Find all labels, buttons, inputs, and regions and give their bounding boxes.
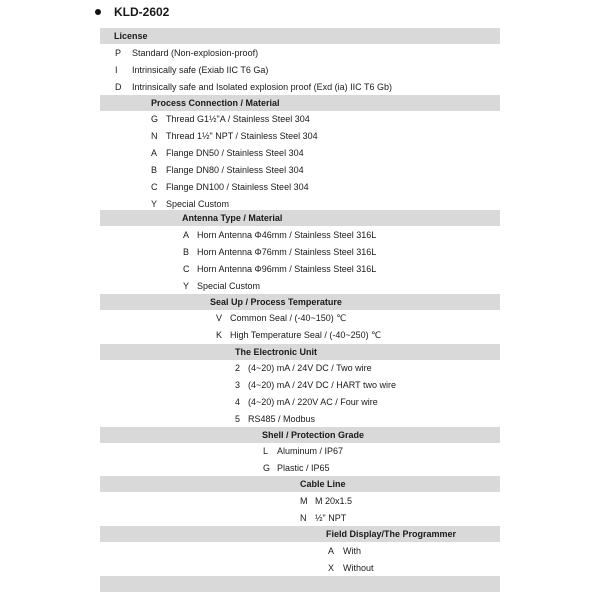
- option-row: [151, 111, 310, 127]
- section-header: Seal Up / Process Temperature: [100, 294, 500, 310]
- option-code: A: [328, 546, 335, 556]
- option-row: [115, 62, 268, 78]
- option-code: M: [300, 496, 308, 506]
- option-row: [328, 543, 361, 559]
- option-code: 3: [235, 380, 241, 390]
- option-row: [300, 510, 346, 526]
- option-row: [151, 179, 309, 195]
- option-code: Y: [151, 199, 158, 209]
- option-description: ½" NPT: [315, 513, 347, 523]
- option-description: Intrinsically safe (Exiab IIC T6 Ga): [132, 65, 269, 75]
- option-description: (4~20) mA / 24V DC / Two wire: [248, 363, 372, 373]
- option-row: [183, 244, 376, 260]
- option-row: [183, 261, 376, 277]
- option-description: Plastic / IP65: [277, 463, 330, 473]
- option-code: C: [183, 264, 190, 274]
- option-code: G: [263, 463, 271, 473]
- option-code: A: [183, 230, 190, 240]
- option-description: Aluminum / IP67: [277, 446, 344, 456]
- option-description: Common Seal / (-40~150) ℃: [230, 313, 347, 323]
- page-title: KLD-2602: [114, 5, 170, 19]
- section-header: License: [100, 28, 500, 44]
- option-description: Flange DN100 / Stainless Steel 304: [166, 182, 309, 192]
- option-row: [151, 145, 304, 161]
- option-code: L: [263, 446, 269, 456]
- option-description: Special Custom: [197, 281, 261, 291]
- option-code: N: [151, 131, 158, 141]
- option-row: [115, 45, 258, 61]
- option-row: [235, 411, 315, 427]
- option-row: [300, 493, 352, 509]
- option-code: 5: [235, 414, 241, 424]
- option-code: B: [151, 165, 158, 175]
- option-description: Intrinsically safe and Isolated explosion proof (Exd (ia) IIC T6 Gb): [132, 82, 392, 92]
- option-row: [235, 377, 396, 393]
- option-row: [328, 560, 374, 576]
- option-row: [216, 310, 346, 326]
- section-header: The Electronic Unit: [100, 344, 500, 360]
- option-description: (4~20) mA / 220V AC / Four wire: [248, 397, 378, 407]
- option-description: Horn Antenna Φ76mm / Stainless Steel 316L: [197, 247, 377, 257]
- option-description: Thread 1½" NPT / Stainless Steel 304: [166, 131, 318, 141]
- option-row: [263, 460, 330, 476]
- option-code: K: [216, 330, 223, 340]
- option-description: Horn Antenna Φ46mm / Stainless Steel 316L: [197, 230, 377, 240]
- option-description: Horn Antenna Φ96mm / Stainless Steel 316L: [197, 264, 377, 274]
- option-description: Standard (Non-explosion-proof): [132, 48, 259, 58]
- option-code: D: [115, 82, 122, 92]
- option-row: [216, 327, 381, 343]
- option-code: G: [151, 114, 159, 124]
- bullet-icon: [95, 9, 101, 15]
- option-row: [151, 128, 318, 144]
- option-row: [151, 162, 304, 178]
- option-description: Without: [343, 563, 374, 573]
- option-code: I: [115, 65, 118, 75]
- option-description: RS485 / Modbus: [248, 414, 316, 424]
- option-description: Special Custom: [166, 199, 230, 209]
- option-row: [183, 227, 376, 243]
- section-header: Antenna Type / Material: [100, 210, 500, 226]
- option-row: [235, 360, 372, 376]
- section-header: Process Connection / Material: [100, 95, 500, 111]
- section-header: Cable Line: [100, 476, 500, 492]
- option-code: 2: [235, 363, 241, 373]
- option-code: Y: [183, 281, 190, 291]
- option-description: (4~20) mA / 24V DC / HART two wire: [248, 380, 396, 390]
- option-code: B: [183, 247, 190, 257]
- option-code: X: [328, 563, 335, 573]
- option-row: [235, 394, 378, 410]
- option-description: M 20x1.5: [315, 496, 353, 506]
- page-title-row: [95, 4, 169, 20]
- option-row: [115, 79, 392, 95]
- option-code: P: [115, 48, 122, 58]
- option-row: [183, 278, 260, 294]
- option-description: Thread G1½"A / Stainless Steel 304: [166, 114, 310, 124]
- option-code: A: [151, 148, 158, 158]
- option-code: C: [151, 182, 158, 192]
- table-end-band: [100, 576, 500, 592]
- option-code: V: [216, 313, 223, 323]
- option-code: N: [300, 513, 307, 523]
- option-description: With: [343, 546, 361, 556]
- option-row: [263, 443, 343, 459]
- option-description: High Temperature Seal / (-40~250) ℃: [230, 330, 382, 340]
- section-header: Field Display/The Programmer: [100, 526, 500, 542]
- section-header: Shell / Protection Grade: [100, 427, 500, 443]
- option-description: Flange DN80 / Stainless Steel 304: [166, 165, 304, 175]
- option-code: 4: [235, 397, 241, 407]
- option-description: Flange DN50 / Stainless Steel 304: [166, 148, 304, 158]
